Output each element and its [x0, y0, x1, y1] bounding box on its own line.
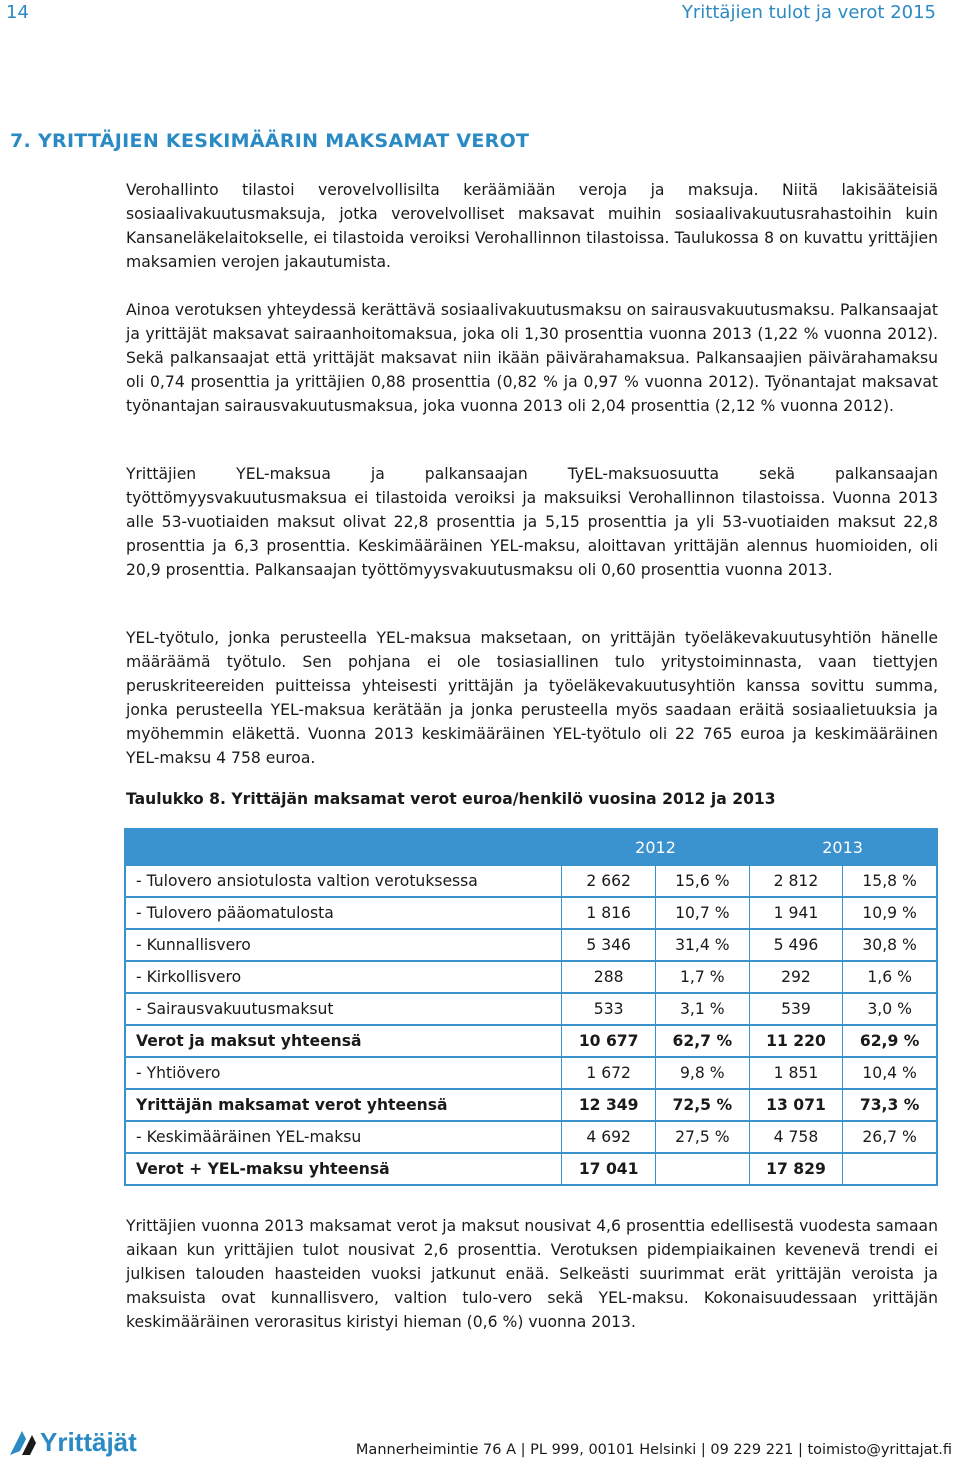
paragraph-2: Ainoa verotuksen yhteydessä kerättävä sosiaalivakuutusmaksu on sairausvakuutusmaksu. Palkansaajat ja yrittäjät maksavat sairaanhoitomaksua, joka oli 1,30 prosenttia vuonna 2013 (1,22 % vuonna 2012). Sekä palkansaajat että yrittäjät maksavat niin ikään päivärahamaksua. Palkansaajien päivärahamaksu oli 0,74 prosenttia ja yrittäjien 0,88 prosenttia (0,82 % ja 0,97 % vuonna 2012). Työnantajat maksavat työnantajan sairausvakuutusmaksua, joka vuonna 2013 oli 2,04 prosenttia (2,12 % vuonna 2012).: [126, 301, 938, 415]
value-2013: 11 220: [749, 1025, 843, 1057]
value-2012: 288: [562, 961, 656, 993]
table-row: [125, 1153, 937, 1185]
table-row: [125, 1025, 937, 1057]
page-number: 14: [6, 2, 29, 23]
logo-arrow-icon: [8, 1427, 38, 1457]
row-label: - Tulovero ansiotulosta valtion verotuksessa: [125, 865, 562, 897]
yrittajat-logo: [8, 1424, 137, 1460]
percent-2013: 26,7 %: [843, 1121, 937, 1153]
footer-contact: Mannerheimintie 76 A | PL 999, 00101 Helsinki | 09 229 221 | toimisto@yrittajat.fi: [355, 1442, 952, 1458]
value-2012: 12 349: [562, 1089, 656, 1121]
percent-2013: 10,9 %: [843, 897, 937, 929]
percent-2012: 62,7 %: [655, 1025, 749, 1057]
value-2012: 5 346: [562, 929, 656, 961]
percent-2012: 72,5 %: [655, 1089, 749, 1121]
value-2012: 2 662: [562, 865, 656, 897]
value-2012: 533: [562, 993, 656, 1025]
percent-2012: 10,7 %: [655, 897, 749, 929]
percent-2012: 9,8 %: [655, 1057, 749, 1089]
paragraph-5: Yrittäjien vuonna 2013 maksamat verot ja maksut nousivat 4,6 prosenttia edellisestä vuodesta samaan aikaan kun yrittäjien tulot nousivat 2,6 prosenttia. Verotuksen pidempiaikainen kevenevä trendi ei julkisen talouden haasteiden vuoksi jatkunut enää. Selkeästi suurimmat erät yrittäjän veroista ja maksuista ovat kunnallisvero, valtion tulo-vero sekä YEL-maksu. Kokonaisuudessaan yrittäjän keskimääräinen verorasitus kiristyi hieman (0,6 %) vuonna 2013.: [126, 1217, 938, 1331]
value-2013: 1 851: [749, 1057, 843, 1089]
logo-text: Yrittäjät: [40, 1426, 137, 1457]
value-2013: 1 941: [749, 897, 843, 929]
row-label: Verot ja maksut yhteensä: [125, 1025, 562, 1057]
paragraph-4: YEL-työtulo, jonka perusteella YEL-maksua maksetaan, on yrittäjän työeläkevakuutusyhtiön hänelle määräämä työtulo. Sen pohjana ei ole tosiasiallinen tulo yritystoiminnasta, vaan tiettyjen peruskriteereiden puitteissa yhteisesti yrittäjän ja työeläkevakuutusyhtiön kanssa sovittu summa, jonka perusteella YEL-maksua kerätään ja jonka perusteella myös saadaan eräitä sosiaalietuuksia ja myöhemmin eläkettä. Vuonna 2013 keskimääräinen YEL-työtulo oli 22 765 euroa ja keskimääräinen YEL-maksu 4 758 euroa.: [126, 629, 938, 767]
percent-2012: 3,1 %: [655, 993, 749, 1025]
table-body: [125, 865, 937, 1185]
table-row: [125, 1089, 937, 1121]
tax-table: [124, 828, 938, 1186]
row-label: - Tulovero pääomatulosta: [125, 897, 562, 929]
percent-2012: 15,6 %: [655, 865, 749, 897]
percent-2013: 1,6 %: [843, 961, 937, 993]
value-2013: 5 496: [749, 929, 843, 961]
percent-2012: 31,4 %: [655, 929, 749, 961]
value-2012: 1 816: [562, 897, 656, 929]
table-row: [125, 1121, 937, 1153]
value-2013: 292: [749, 961, 843, 993]
value-2012: 10 677: [562, 1025, 656, 1057]
table-row: [125, 865, 937, 897]
percent-2012: [655, 1153, 749, 1185]
percent-2013: 73,3 %: [843, 1089, 937, 1121]
header-year-2013: 2013: [749, 829, 937, 865]
percent-2012: 1,7 %: [655, 961, 749, 993]
percent-2013: [843, 1153, 937, 1185]
table-header-row: [125, 829, 937, 865]
header-year-2012: 2012: [562, 829, 749, 865]
percent-2013: 62,9 %: [843, 1025, 937, 1057]
value-2012: 1 672: [562, 1057, 656, 1089]
header-empty: [125, 829, 562, 865]
row-label: Yrittäjän maksamat verot yhteensä: [125, 1089, 562, 1121]
table-row: [125, 993, 937, 1025]
percent-2012: 27,5 %: [655, 1121, 749, 1153]
section-title: 7. YRITTÄJIEN KESKIMÄÄRIN MAKSAMAT VEROT: [10, 130, 530, 152]
table-caption: Taulukko 8. Yrittäjän maksamat verot euroa/henkilö vuosina 2012 ja 2013: [126, 790, 776, 808]
percent-2013: 3,0 %: [843, 993, 937, 1025]
table-row: [125, 897, 937, 929]
row-label: - Sairausvakuutusmaksut: [125, 993, 562, 1025]
row-label: - Kunnallisvero: [125, 929, 562, 961]
percent-2013: 10,4 %: [843, 1057, 937, 1089]
percent-2013: 30,8 %: [843, 929, 937, 961]
value-2013: 4 758: [749, 1121, 843, 1153]
percent-2013: 15,8 %: [843, 865, 937, 897]
row-label: Verot + YEL-maksu yhteensä: [125, 1153, 562, 1185]
paragraph-1: Verohallinto tilastoi verovelvollisilta keräämiään veroja ja maksuja. Niitä lakisääteisiä sosiaalivakuutusmaksuja, jotka verovelvolliset maksavat muihin sosiaalivakuutusrahastoihin kuin Kansaneläkelaitokselle, ei tilastoida veroiksi Verohallinnon tilastoissa. Taulukossa 8 on kuvattu yrittäjien maksamien verojen jakautumista.: [126, 181, 938, 271]
running-header-title: Yrittäjien tulot ja verot 2015: [681, 2, 936, 23]
table-row: [125, 961, 937, 993]
table-row: [125, 929, 937, 961]
value-2013: 2 812: [749, 865, 843, 897]
table-row: [125, 1057, 937, 1089]
paragraph-3: Yrittäjien YEL-maksua ja palkansaajan TyEL-maksuosuutta sekä palkansaajan työttömyysvakuutusmaksua ei tilastoida veroiksi ja maksuiksi Verohallinnon tilastoissa. Vuonna 2013 alle 53-vuotiaiden maksut olivat 22,8 prosenttia ja 5,15 prosenttia ja yli 53-vuotiaiden maksut 22,8 prosenttia ja 6,3 prosenttia. Keskimääräinen YEL-maksu, aloittavan yrittäjän alennus huomioiden, oli 20,9 prosenttia. Palkansaajan työttömyysvakuutusmaksu oli 0,60 prosenttia vuonna 2013.: [126, 465, 938, 579]
row-label: - Yhtiövero: [125, 1057, 562, 1089]
row-label: - Keskimääräinen YEL-maksu: [125, 1121, 562, 1153]
value-2013: 13 071: [749, 1089, 843, 1121]
value-2013: 17 829: [749, 1153, 843, 1185]
value-2012: 17 041: [562, 1153, 656, 1185]
value-2012: 4 692: [562, 1121, 656, 1153]
value-2013: 539: [749, 993, 843, 1025]
row-label: - Kirkollisvero: [125, 961, 562, 993]
